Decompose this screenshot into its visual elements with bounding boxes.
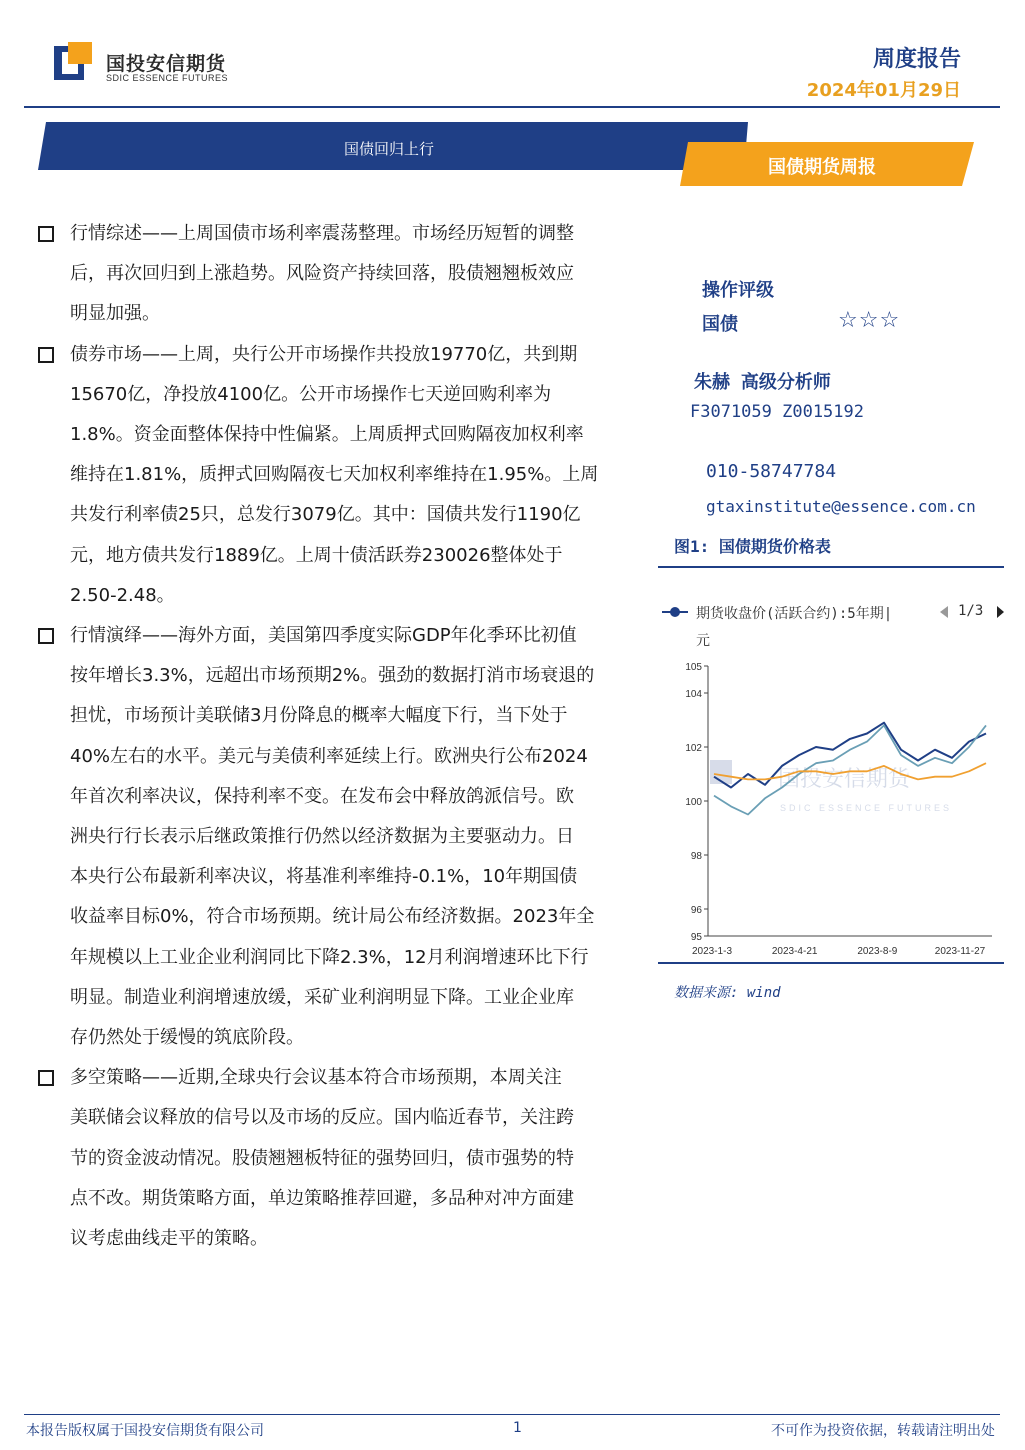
paragraph-line: 节的资金波动情况。股债翘翘板特征的强势回归，债市强势的特 — [70, 1147, 574, 1169]
section-market-overview — [38, 214, 638, 335]
page-number: 1 — [513, 1420, 522, 1436]
paragraph-line: 按年增长3.3%，远超出市场预期2%。强劲的数据打消市场衰退的 — [70, 665, 595, 687]
logo-text-cn: 国投安信期货 — [106, 53, 227, 75]
paragraph-line: 议考虑曲线走平的策略。 — [70, 1228, 268, 1250]
rating-item: 国债 — [702, 314, 738, 335]
paragraph-line: 多空策略——近期,全球央行会议基本符合市场预期，本周关注 — [70, 1067, 562, 1089]
x-tick-label: 2023-1-3 — [691, 946, 733, 957]
watermark-text-cn: 国投安信期货 — [778, 767, 911, 792]
analyst-email: gtaxinstitute@essence.com.cn — [706, 497, 976, 516]
analyst-name: 朱赫 高级分析师 — [694, 372, 831, 393]
y-tick-label: 95 — [690, 932, 702, 943]
checkbox-bullet-icon — [38, 347, 54, 363]
banner-weekly-label: 国债期货周报 — [768, 157, 876, 178]
legend-prev-icon[interactable] — [940, 606, 948, 618]
footer-copyright: 本报告版权属于国投安信期货有限公司 — [26, 1423, 264, 1439]
banner-title: 国债回归上行 — [344, 140, 435, 158]
section-market-evolution — [38, 616, 638, 1058]
y-tick-label: 102 — [685, 743, 702, 754]
rating-title: 操作评级 — [702, 280, 774, 301]
paragraph-line: 行情演绎——海外方面，美国第四季度实际GDP年化季环比初值 — [70, 625, 577, 647]
paragraph-line: 债券市场——上周，央行公开市场操作共投放19770亿，共到期 — [70, 343, 578, 365]
paragraph-line: 共发行利率债25只，总发行3079亿。其中：国债共发行1190亿 — [70, 504, 581, 526]
paragraph-line: 收益率目标0%，符合市场预期。统计局公布经济数据。2023年全 — [70, 906, 595, 928]
logo-text-en: SDIC ESSENCE FUTURES — [106, 73, 229, 83]
legend-marker-icon — [662, 607, 688, 617]
y-tick-label: 98 — [690, 851, 702, 862]
legend-next-icon[interactable] — [997, 606, 1004, 618]
paragraph-line: 15670亿，净投放4100亿。公开市场操作七天逆回购利率为 — [70, 383, 552, 405]
paragraph-line: 明显加强。 — [70, 303, 160, 325]
y-tick-label: 100 — [685, 797, 702, 808]
paragraph-line: 年规模以上工业企业利润同比下降2.3%，12月利润增速环比下行 — [70, 946, 589, 968]
checkbox-bullet-icon — [38, 1070, 54, 1086]
x-tick-label: 2023-8-9 — [857, 946, 898, 957]
analyst-ids: F3071059 Z0015192 — [690, 402, 864, 422]
report-date: 2024年01月29日 — [806, 80, 961, 101]
chart-watermark — [710, 760, 952, 813]
company-logo-icon — [54, 42, 94, 82]
x-tick-label: 2023-11-27 — [934, 946, 986, 957]
checkbox-bullet-icon — [38, 226, 54, 242]
watermark-text-en: SDIC ESSENCE FUTURES — [780, 803, 953, 813]
x-tick-label: 2023-4-21 — [771, 946, 818, 957]
figure-title: 图1: 国债期货价格表 — [674, 537, 831, 556]
legend-label: 期货收盘价(活跃合约):5年期| — [696, 606, 893, 622]
paragraph-line: 1.8%。资金面整体保持中性偏紧。上周质押式回购隔夜加权利率 — [70, 424, 584, 446]
analyst-phone: 010-58747784 — [706, 461, 837, 482]
y-tick-label: 104 — [685, 689, 702, 700]
y-tick-label: 96 — [690, 905, 702, 916]
paragraph-line: 美联储会议释放的信号以及市场的反应。国内临近春节，关注跨 — [70, 1107, 574, 1129]
paragraph-line: 维持在1.81%，质押式回购隔夜七天加权利率维持在1.95%。上周 — [70, 464, 599, 486]
data-source: 数据来源: wind — [674, 985, 781, 1001]
checkbox-bullet-icon — [38, 628, 54, 644]
paragraph-line: 存仍然处于缓慢的筑底阶段。 — [70, 1027, 304, 1049]
paragraph-line: 本央行公布最新利率决议，将基准利率维持-0.1%，10年期国债 — [70, 866, 578, 888]
paragraph-line: 年首次利率决议，保持利率不变。在发布会中释放鸽派信号。欧 — [70, 785, 574, 807]
footer-disclaimer: 不可作为投资依据，转载请注明出处 — [771, 1423, 995, 1439]
paragraph-line: 2.50-2.48。 — [70, 584, 175, 606]
paragraph-line: 明显。制造业利润增速放缓，采矿业利润明显下降。工业企业库 — [70, 986, 574, 1008]
futures-price-chart — [658, 600, 1004, 962]
paragraph-line: 行情综述——上周国债市场利率震荡整理。市场经历短暂的调整 — [70, 223, 574, 244]
section-strategy — [38, 1058, 638, 1259]
y-axis — [685, 662, 708, 943]
paragraph-line: 点不改。期货策略方面，单边策略推荐回避，多品种对冲方面建 — [70, 1187, 574, 1209]
paragraph-line: 元，地方债共发行1889亿。上周十债活跃券230026整体处于 — [70, 544, 563, 566]
paragraph-line: 40%左右的水平。美元与美债利率延续上行。欧洲央行公布2024 — [70, 745, 588, 767]
x-axis — [692, 936, 992, 957]
paragraph-line: 洲央行行长表示后继政策推行仍然以经济数据为主要驱动力。日 — [70, 826, 574, 848]
legend-unit: 元 — [696, 633, 710, 649]
report-type: 周度报告 — [872, 47, 961, 72]
footer-divider — [24, 1414, 1000, 1415]
header-divider — [24, 106, 1000, 108]
legend-page-indicator: 1/3 — [958, 603, 984, 619]
paragraph-line: 担忧，市场预计美联储3月份降息的概率大幅度下行，当下处于 — [70, 705, 568, 727]
y-tick-label: 105 — [685, 662, 702, 673]
section-bond-market — [38, 335, 638, 616]
main-content — [38, 214, 638, 1259]
paragraph-line: 后，再次回归到上涨趋势。风险资产持续回落，股债翘翘板效应 — [70, 263, 574, 285]
figure-top-rule — [658, 566, 1004, 568]
rating-stars-icon: ☆☆☆ — [838, 308, 901, 333]
figure-bottom-rule — [658, 962, 1004, 964]
